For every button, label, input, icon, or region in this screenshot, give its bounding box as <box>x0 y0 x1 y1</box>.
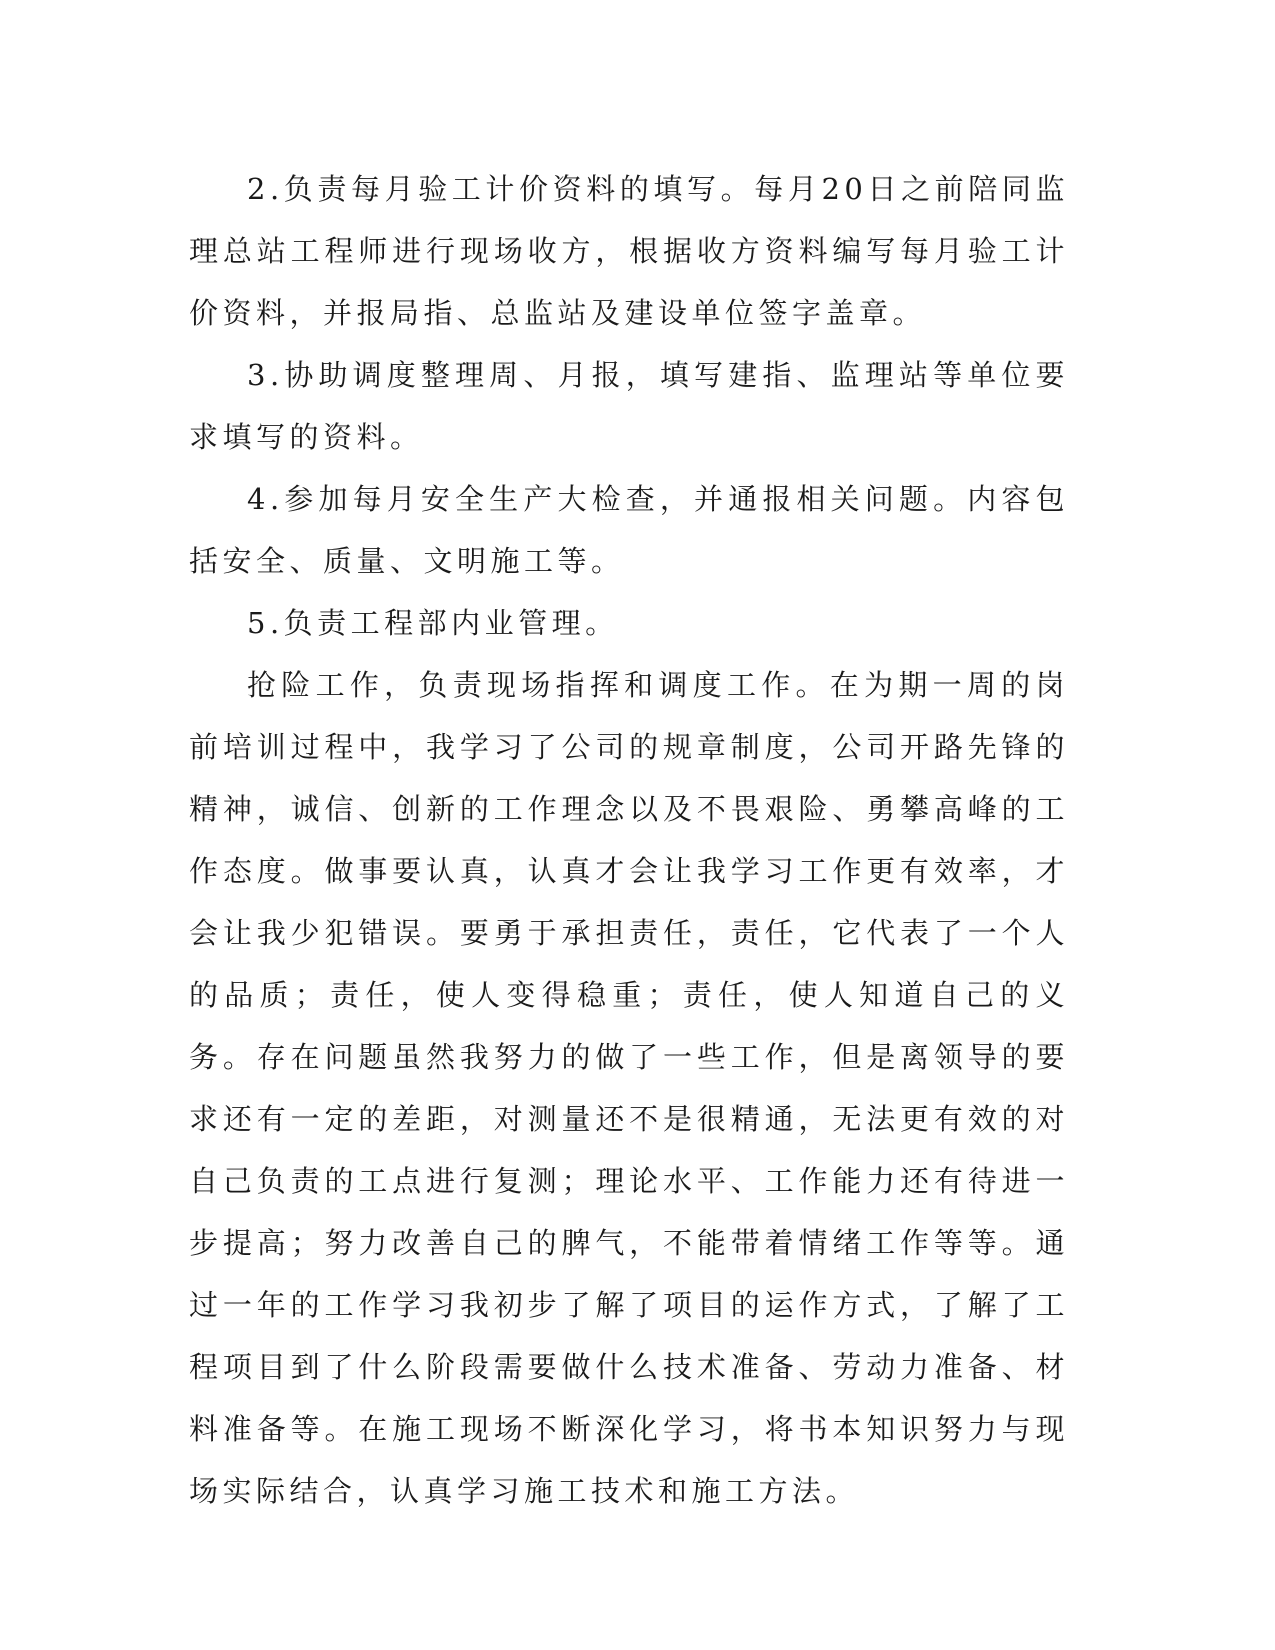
paragraph-item-4: 4.参加每月安全生产大检查，并通报相关问题。内容包括安全、质量、文明施工等。 <box>189 482 1069 578</box>
paragraph-emergency-work: 抢险工作，负责现场指挥和调度工作。在为期一周的岗前培训过程中，我学习了公司的规章制度，公司开路先锋的精神，诚信、创新的工作理念以及不畏艰险、勇攀高峰的工作态度。做事要认真，认真才会让我学习工作更有效率，才会让我少犯错误。要勇于承担责任，责任，它代表了一个人的品质；责任，使人变得稳重；责任，使人知道自己的义务。存在问题虽然我努力的做了一些工作，但是离领导的要求还有一定的差距，对测量还不是很精通，无法更有效的对自己负责的工点进行复测；理论水平、工作能力还有待进一步提高；努力改善自己的脾气，不能带着情绪工作等等。通过一年的工作学习我初步了解了项目的运作方式，了解了工程项目到了什么阶段需要做什么技术准备、劳动力准备、材料准备等。在施工现场不断深化学习，将书本知识努力与现场实际结合，认真学习施工技术和施工方法。 <box>189 668 1069 1508</box>
document-body <box>189 158 1069 1522</box>
paragraph-item-5: 5.负责工程部内业管理。 <box>247 606 619 640</box>
paragraph-item-2: 2.负责每月验工计价资料的填写。每月20日之前陪同监理总站工程师进行现场收方，根据收方资料编写每月验工计价资料，并报局指、总监站及建设单位签字盖章。 <box>189 172 1069 330</box>
paragraph-item-3: 3.协助调度整理周、月报，填写建指、监理站等单位要求填写的资料。 <box>189 358 1069 454</box>
